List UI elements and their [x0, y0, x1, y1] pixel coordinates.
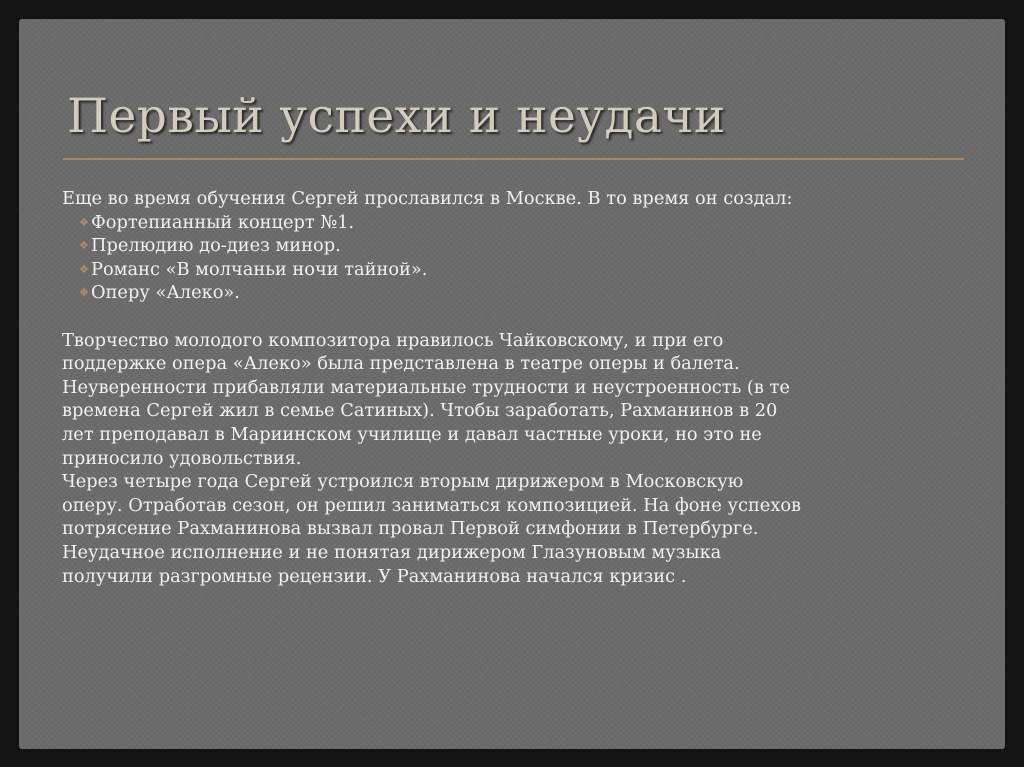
- paragraph-line: поддержке опера «Алеко» была представлена в театре оперы и балета.: [62, 353, 740, 375]
- list-item-text: Романс «В молчаньи ночи тайной».: [91, 258, 428, 280]
- diamond-bullet-icon: ❖: [79, 262, 89, 276]
- list-item: [79, 234, 952, 258]
- title-underline: [63, 158, 964, 160]
- paragraph-line: Творчество молодого композитора нравилось Чайковскому, и при его: [62, 329, 724, 351]
- list-item-text: Оперу «Алеко».: [91, 282, 240, 304]
- paragraph-1: [62, 329, 952, 471]
- slide: [19, 19, 1005, 749]
- paragraph-line: лет преподавал в Мариинском училище и давал частные уроки, но это не: [62, 423, 762, 445]
- list-item: [79, 258, 952, 282]
- slide-body: [62, 187, 952, 588]
- diamond-bullet-icon: ❖: [79, 239, 89, 253]
- list-item: [79, 211, 952, 235]
- list-item-text: Прелюдию до-диез минор.: [91, 235, 341, 257]
- paragraph-line: времена Сергей жил в семье Сатиных). Чтобы заработать, Рахманинов в 20: [62, 400, 778, 422]
- paragraph-line: Неудачное исполнение и не понятая дирижером Глазуновым музыка: [62, 541, 722, 563]
- intro-text: Еще во время обучения Сергей прославился в Москве. В то время он создал:: [62, 188, 793, 209]
- paragraph-line: получили разгромные рецензии. У Рахманинова начался кризис .: [62, 565, 687, 587]
- paragraph-line: приносило удовольствия.: [62, 447, 302, 469]
- paragraph-line: Через четыре года Сергей устроился вторым дирижером в Московскую: [62, 471, 744, 493]
- paragraph-line: оперу. Отработав сезон, он решил заниматься композицией. На фоне успехов: [62, 494, 802, 516]
- paragraph-gap: [62, 305, 952, 329]
- diamond-bullet-icon: ❖: [79, 286, 89, 300]
- list-item-text: Фортепианный концерт №1.: [91, 211, 355, 233]
- diamond-bullet-icon: ❖: [79, 215, 89, 229]
- works-list: [62, 211, 952, 305]
- slide-title: Первый успехи и неудачи: [67, 89, 726, 144]
- paragraph-line: потрясение Рахманинова вызвал провал Первой симфонии в Петербурге.: [62, 518, 759, 540]
- list-item: [79, 281, 952, 305]
- paragraph-line: Неуверенности прибавляли материальные трудности и неустроенность (в те: [62, 376, 790, 398]
- paragraph-2: [62, 470, 952, 588]
